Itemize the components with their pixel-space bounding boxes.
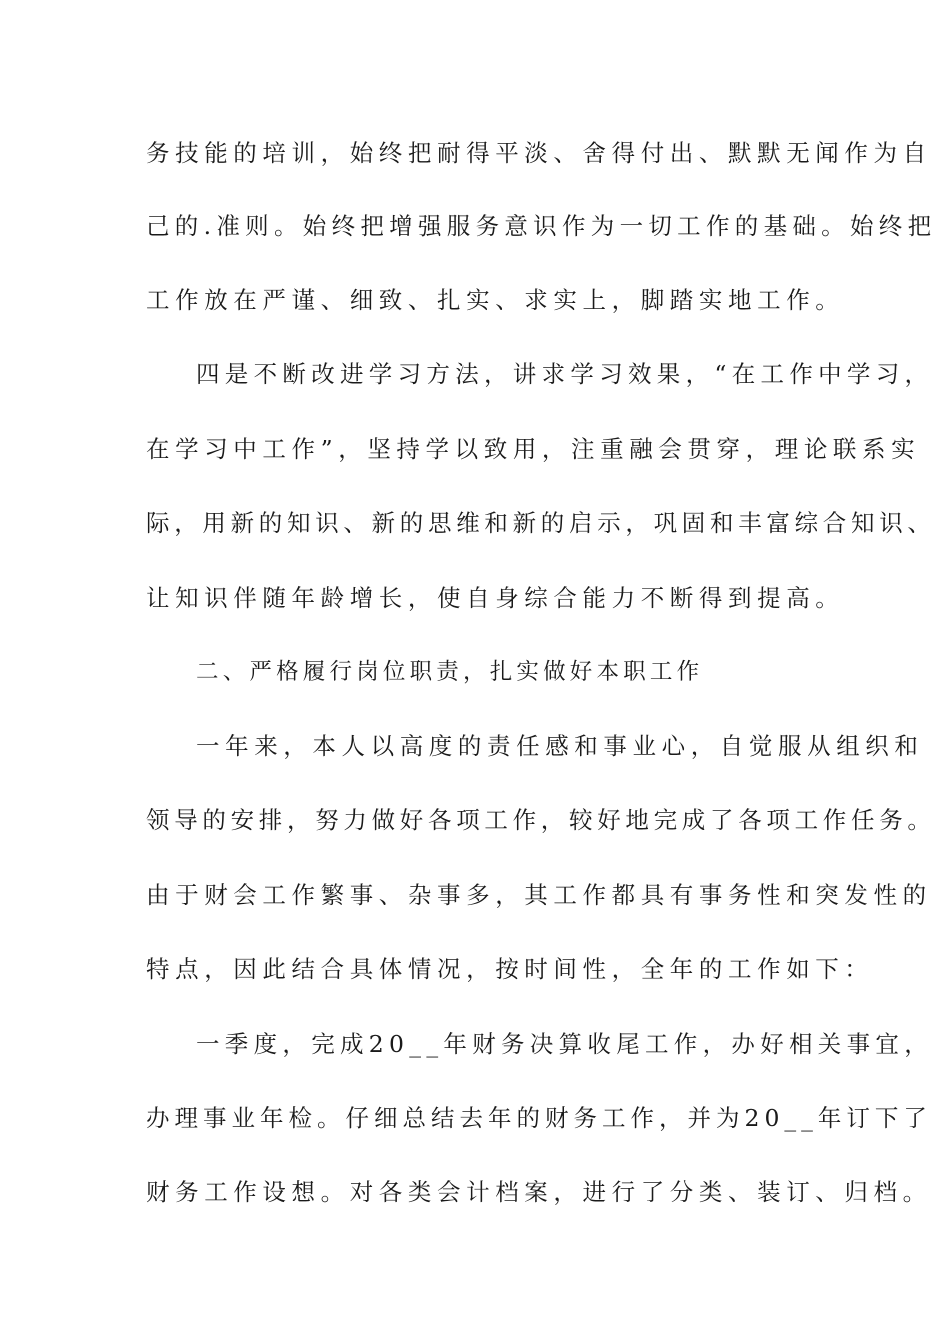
paragraph-line: 己的.准则。始终把增强服务意识作为一切工作的基础。始终把 xyxy=(146,212,937,240)
paragraph-line: 让知识伴随年龄增长，使自身综合能力不断得到提高。 xyxy=(146,584,845,612)
paragraph-line: 领导的安排，努力做好各项工作，较好地完成了各项工作任务。 xyxy=(146,806,936,834)
paragraph-line: 由于财会工作繁事、杂事多，其工作都具有事务性和突发性的 xyxy=(146,881,932,909)
section-heading: 二、严格履行岗位职责，扎实做好本职工作 xyxy=(196,659,704,685)
paragraph-line: 办理事业年检。仔细总结去年的财务工作，并为20__年订下了 xyxy=(146,1104,932,1132)
paragraph-line: 在学习中工作”，坚持学以致用，注重融会贯穿，理论联系实 xyxy=(146,435,921,463)
paragraph-line: 财务工作设想。对各类会计档案，进行了分类、装订、归档。 xyxy=(146,1178,932,1206)
paragraph-line: 际，用新的知识、新的思维和新的启示，巩固和丰富综合知识、 xyxy=(146,509,936,537)
paragraph-line: 四是不断改进学习方法，讲求学习效果，“在工作中学习， xyxy=(196,360,934,388)
paragraph-line: 工作放在严谨、细致、扎实、求实上，脚踏实地工作。 xyxy=(146,286,845,314)
paragraph-line: 一季度，完成20__年财务决算收尾工作，办好相关事宜， xyxy=(196,1030,934,1058)
paragraph-line: 特点，因此结合具体情况，按时间性，全年的工作如下： xyxy=(146,955,874,983)
paragraph-line: 务技能的培训，始终把耐得平淡、舍得付出、默默无闻作为自 xyxy=(146,139,932,167)
paragraph-line: 一年来，本人以高度的责任感和事业心，自觉服从组织和 xyxy=(196,732,924,760)
